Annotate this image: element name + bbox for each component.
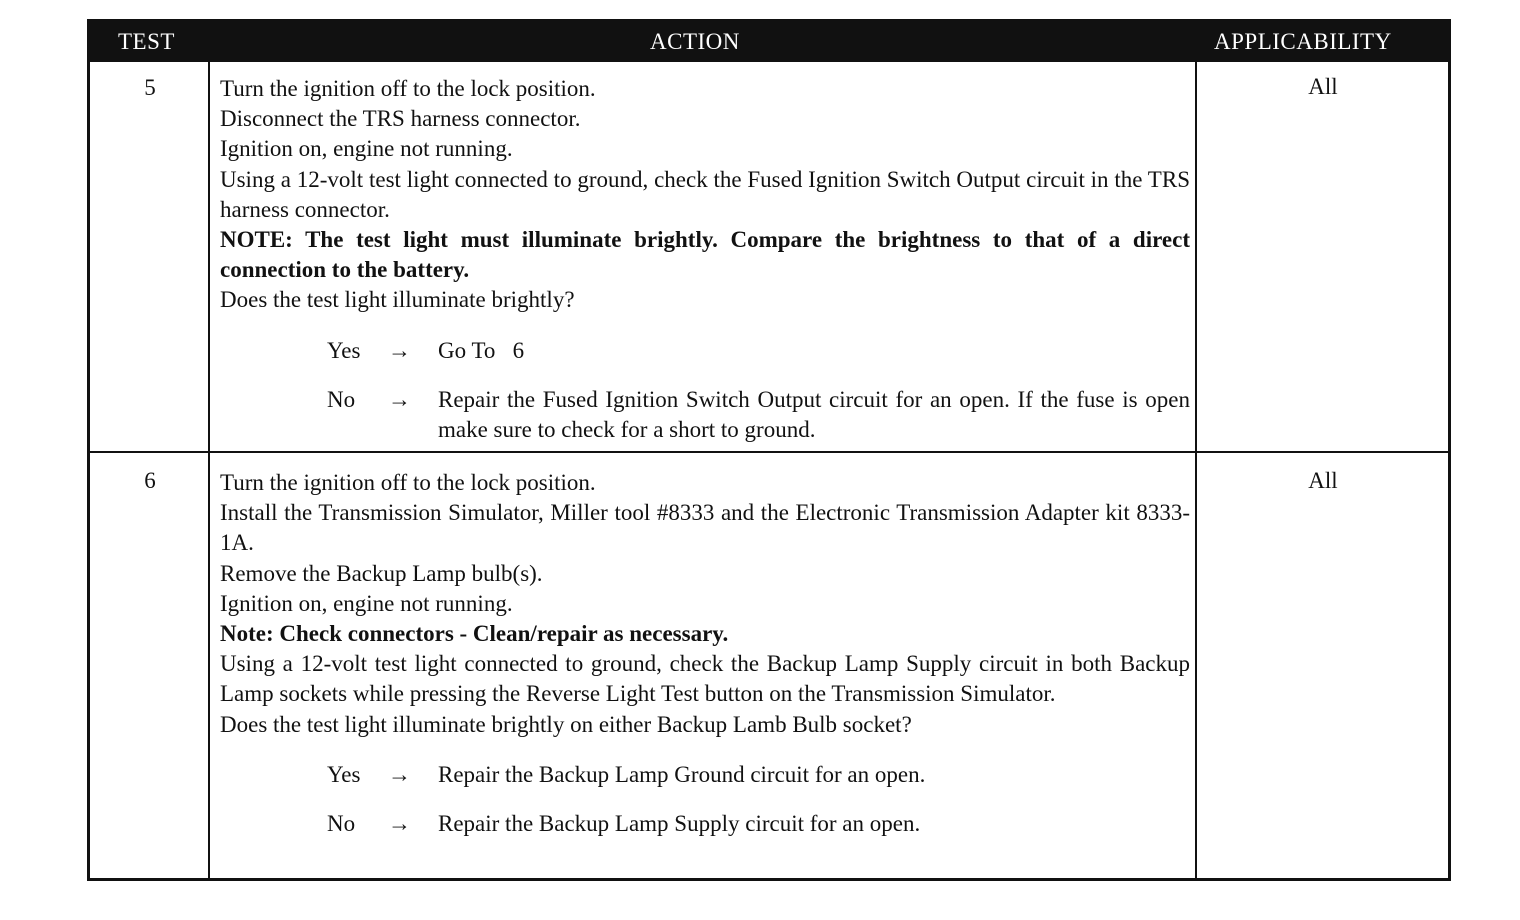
action-line: Install the Transmission Simulator, Miller tool #8333 and the Electronic Transmission Adapter kit 8333-1A. [220, 500, 1190, 556]
no-label: No [327, 810, 356, 836]
row-divider [90, 451, 1448, 453]
action-line: Disconnect the TRS harness connector. [220, 106, 581, 132]
header-test: TEST [118, 29, 175, 54]
diagnostic-table [87, 19, 1451, 881]
action-line: Ignition on, engine not running. [220, 590, 513, 616]
action-line: Turn the ignition off to the lock position. [220, 470, 596, 495]
action-line: Remove the Backup Lamp bulb(s). [220, 560, 543, 586]
arrow-icon: → [388, 761, 411, 787]
test-number: 5 [144, 75, 156, 100]
yes-label: Yes [327, 761, 361, 787]
arrow-icon: → [388, 386, 411, 412]
arrow-icon: → [388, 810, 411, 836]
test-number: 6 [144, 468, 156, 493]
arrow-icon: → [388, 337, 411, 363]
note-text: Note: Check connectors - Clean/repair as necessary. [220, 621, 729, 647]
action-line: Using a 12-volt test light connected to ground, check the Fused Ignition Switch Output circuit in the TRS harness connector. [220, 166, 1190, 222]
applicability-cell: All [1308, 74, 1338, 99]
action-line: Ignition on, engine not running. [220, 136, 513, 162]
no-result: Repair the Fused Ignition Switch Output circuit for an open. If the fuse is open make sure to check for a short to ground. [438, 386, 1190, 442]
no-answer [220, 809, 1190, 839]
yes-result: Go To 6 [438, 337, 525, 363]
applicability-cell: All [1308, 468, 1338, 493]
yes-result: Repair the Backup Lamp Ground circuit for an open. [438, 761, 926, 787]
no-result: Repair the Backup Lamp Supply circuit for an open. [438, 810, 921, 836]
column-divider [1195, 62, 1197, 878]
action-cell [220, 74, 1190, 442]
action-cell [220, 468, 1190, 839]
question-text: Does the test light illuminate brightly on either Backup Lamb Bulb socket? [220, 711, 912, 737]
no-answer [220, 385, 1190, 442]
question-text: Does the test light illuminate brightly? [220, 287, 575, 313]
yes-label: Yes [327, 337, 361, 363]
note-text: NOTE: The test light must illuminate brightly. Compare the brightness to that of a direct connection to the battery. [220, 227, 1190, 283]
table-header [90, 22, 1448, 62]
header-action: ACTION [650, 29, 740, 54]
yes-answer [220, 760, 1190, 790]
action-line: Using a 12-volt test light connected to ground, check the Backup Lamp Supply circuit in both Backup Lamp sockets while pressing the Reverse Light Test button on the Transmission Simulator. [220, 651, 1190, 707]
yes-answer [220, 336, 1190, 366]
no-label: No [327, 386, 356, 412]
header-applicability: APPLICABILITY [1214, 29, 1392, 54]
action-line: Turn the ignition off to the lock position. [220, 76, 596, 101]
